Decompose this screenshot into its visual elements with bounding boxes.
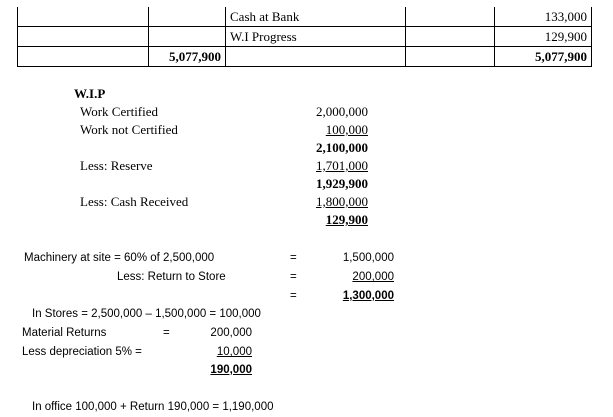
wip-label: Work Certified [80,104,159,119]
ledger-total-right: 5,077,900 [495,47,592,67]
wip-amount: 2,000,000 [316,104,368,119]
ledger-particular: W.I Progress [226,27,406,47]
ledger-amount: 133,000 [495,7,592,27]
wip-label: Less: Reserve [80,158,153,173]
equals-sign: = [290,252,297,264]
wip-heading: W.I.P [74,86,106,101]
wip-label: Work not Certified [80,122,178,137]
machinery-total: 1,300,000 [342,290,394,302]
depreciation-label: Less depreciation 5% = [22,346,142,358]
office-line: In office 100,000 + Return 190,000 = 1,190,000 [32,401,274,413]
ledger-total-left: 5,077,900 [149,47,226,67]
machinery-line: Machinery at site = 60% of 2,500,000 [24,252,215,264]
material-returns-amount: 200,000 [210,327,252,339]
net-returns-amount: 190,000 [210,364,252,376]
wip-total: 129,900 [325,212,368,227]
material-returns-label: Material Returns [22,327,107,339]
stores-line: In Stores = 2,500,000 – 1,500,000 = 100,000 [32,308,261,320]
equals-sign: = [290,271,297,283]
wip-amount: 100,000 [325,122,368,137]
machinery-amount: 200,000 [352,271,394,283]
ledger-row [18,7,592,27]
ledger-particular: Cash at Bank [226,7,406,27]
ledger-total-row [18,47,592,67]
depreciation-amount: 10,000 [216,346,252,358]
ledger-amount: 129,900 [495,27,592,47]
ledger-row [18,27,592,47]
wip-amount: 1,800,000 [316,194,368,209]
equals-sign: = [290,290,297,302]
wip-amount: 1,701,000 [316,158,368,173]
machinery-amount: 1,500,000 [342,252,394,264]
wip-label: Less: Cash Received [80,194,189,209]
equals-sign: = [163,327,170,339]
wip-subtotal: 1,929,900 [316,176,368,191]
machinery-line: Less: Return to Store [117,271,226,283]
ledger-table [17,7,592,67]
wip-subtotal: 2,100,000 [316,140,368,155]
